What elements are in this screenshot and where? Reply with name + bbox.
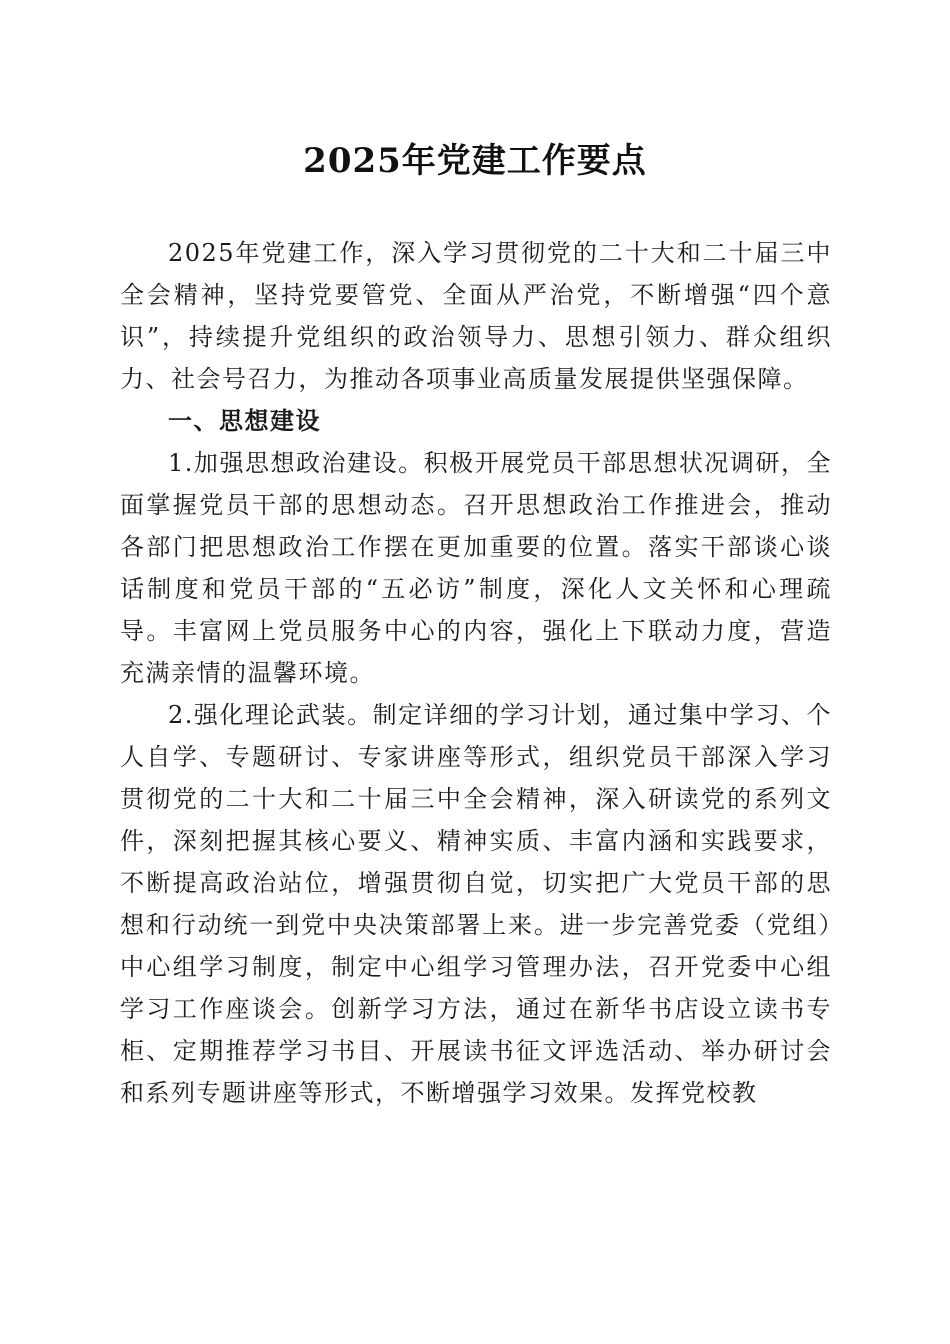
section-heading: 一、思想建设: [168, 407, 321, 435]
paragraph-item-1: 1.加强思想政治建设。积极开展党员干部思想状况调研，全面掌握党员干部的思想动态。召开思想政治工作推进会，推动各部门把思想政治工作摆在更加重要的位置。落实干部谈心谈话制度和党员干部的“五必访”制度，深化人文关怀和心理疏导。丰富网上党员服务中心的内容，强化上下联动力度，营造充满亲情的温馨环境。: [120, 449, 832, 687]
paragraph-item-2: 2.强化理论武装。制定详细的学习计划，通过集中学习、个人自学、专题研讨、专家讲座等形式，组织党员干部深入学习贯彻党的二十大和二十届三中全会精神，深入研读党的系列文件，深刻把握其核心要义、精神实质、丰富内涵和实践要求，不断提高政治站位，增强贯彻自觉，切实把广大党员干部的思想和行动统一到党中央决策部署上来。进一步完善党委（党组）中心组学习制度，制定中心组学习管理办法，召开党委中心组学习工作座谈会。创新学习方法，通过在新华书店设立读书专柜、定期推荐学习书目、开展读书征文评选活动、举办研讨会和系列专题讲座等形式，不断增强学习效果。发挥党校教: [120, 701, 832, 1107]
intro-paragraph: 2025年党建工作，深入学习贯彻党的二十大和二十届三中全会精神，坚持党要管党、全面从严治党，不断增强“四个意识”，持续提升党组织的政治领导力、思想引领力、群众组织力、社会号召力，为推动各项事业高质量发展提供坚强保障。: [120, 239, 832, 393]
page-title: 2025年党建工作要点: [303, 141, 647, 181]
document-body: [120, 232, 832, 1114]
